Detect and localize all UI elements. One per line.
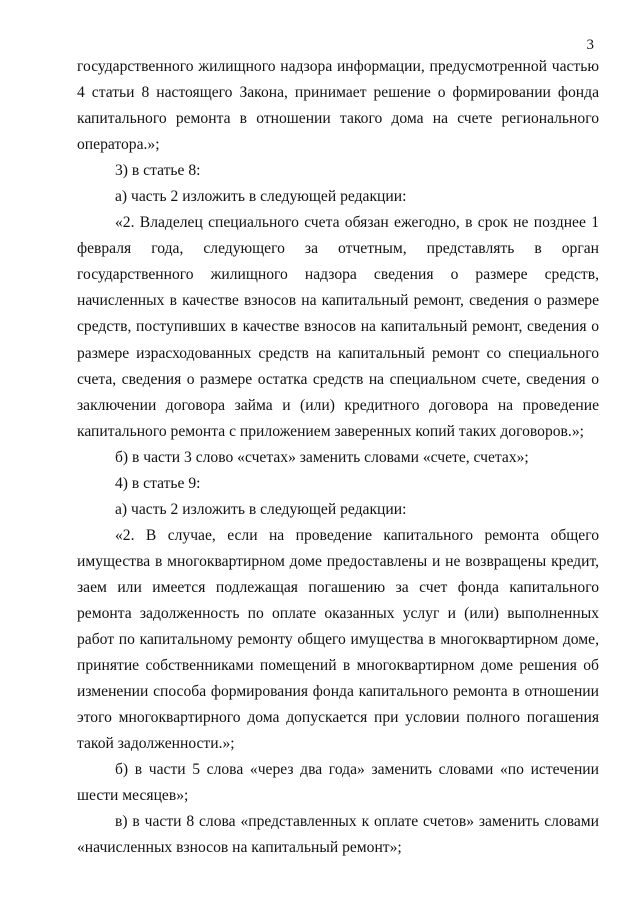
paragraph-continuation: государственного жилищного надзора информации, предусмотренной частью 4 статьи 8 настоящего Закона, принимает решение о формировании фонда капитального ремонта в отношении такого дома на счете регионального оператора.»;	[77, 58, 599, 154]
paragraph-article-8-item-b: б) в части 3 слово «счетах» заменить словами «счете, счетах»;	[115, 448, 529, 466]
paragraph-article-8-heading: 3) в статье 8:	[115, 162, 201, 180]
paragraph-article-8-item-a: а) часть 2 изложить в следующей редакции:	[115, 188, 407, 206]
paragraph-article-9-item-b: б) в части 5 слова «через два года» заменить словами «по истечении шести месяцев»;	[77, 761, 599, 805]
paragraph-article-9-heading: 4) в статье 9:	[115, 474, 201, 492]
document-body	[77, 54, 599, 861]
page-number: 3	[586, 37, 594, 53]
paragraph-article-9-part-2-text: «2. В случае, если на проведение капитального ремонта общего имущества в многоквартирном доме предоставлены и не возвращены кредит, заем или имеется подлежащая погашению за счет фонда капитального ремонта задолженность по оплате оказанных услуг и (или) выполненных работ по капитальному ремонту общего имущества в многоквартирном доме, принятие собственниками помещений в многоквартирном доме решения об изменении способа формирования фонда капитального ремонта в отношении этого многоквартирного дома допускается при условии полного погашения такой задолженности.»;	[77, 526, 599, 753]
paragraph-article-8-part-2-text: «2. Владелец специального счета обязан ежегодно, в срок не позднее 1 февраля года, следующего за отчетным, представлять в орган государственного жилищного надзора сведения о размере средств, начисленных в качестве взносов на капитальный ремонт, сведения о размере средств, поступивших в качестве взносов на капитальный ремонт, сведения о размере израсходованных средств на капитальный ремонт со специального счета, сведения о размере остатка средств на специальном счете, сведения о заключении договора займа и (или) кредитного договора на проведение капитального ремонта с приложением заверенных копий таких договоров.»;	[77, 214, 599, 440]
paragraph-article-9-item-a: а) часть 2 изложить в следующей редакции:	[115, 500, 407, 518]
paragraph-article-9-item-v: в) в части 8 слова «представленных к оплате счетов» заменить словами «начисленных взносов на капитальный ремонт»;	[77, 813, 599, 857]
